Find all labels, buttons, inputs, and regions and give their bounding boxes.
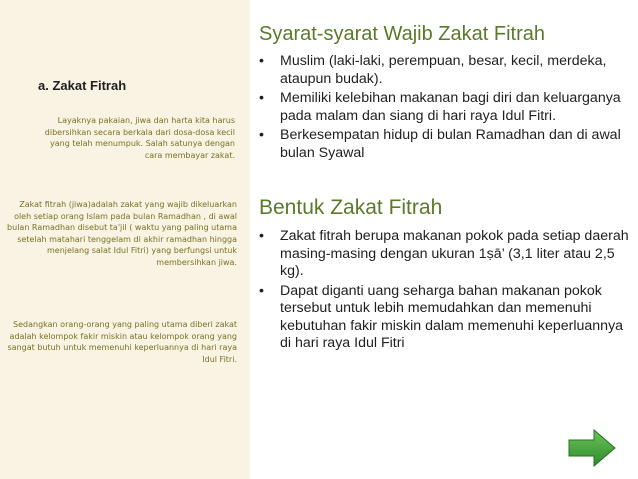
list-item-text: Berkesempatan hidup di bulan Ramadhan dan di awal bulan Syawal <box>280 127 621 161</box>
intro-paragraph: Layaknya pakaian, jiwa dan harta kita harus dibersihkan secara berkala dari dosa-dosa kecil yang telah menumpuk. Salah satunya dengan cara membayar zakat. <box>44 116 235 160</box>
bullet-icon: • <box>259 90 264 106</box>
bullet-icon: • <box>259 282 264 299</box>
list-item <box>259 228 629 281</box>
bullet-icon: • <box>259 53 264 69</box>
list-item <box>259 53 629 88</box>
next-slide-button[interactable] <box>567 428 617 468</box>
recipients-paragraph: Sedangkan orang-orang yang paling utama diberi zakat adalah kelompok fakir miskin atau kelompok orang yang sangat butuh untuk memenuhi keperluannya di hari raya Idul Fitri. <box>7 320 237 364</box>
list-item <box>259 90 629 125</box>
list-item-text: Memiliki kelebihan makanan bagi diri dan keluarganya pada malam dan siang di hari raya Idul Fitri. <box>280 90 621 124</box>
forms-list <box>259 228 629 355</box>
list-item <box>259 127 629 162</box>
bullet-icon: • <box>259 228 264 244</box>
requirements-list <box>259 53 629 164</box>
left-panel <box>0 0 250 479</box>
arrow-right-icon <box>567 428 617 468</box>
list-item-text: Zakat fitrah berupa makanan pokok pada setiap daerah masing-masing dengan ukuran 1ṣā’ (3,1 liter atau 2,5 kg). <box>280 228 629 279</box>
list-item-text: Dapat diganti uang seharga bahan makanan pokok tersebut untuk lebih memudahkan dan memenuhi kebutuhan fakir miskin dalam memenuhi keperluannya di hari raya Idul Fitri <box>280 282 624 351</box>
bullet-icon: • <box>259 127 264 143</box>
requirements-heading: Syarat-syarat Wajib Zakat Fitrah <box>259 23 546 45</box>
list-item-text: Muslim (laki-laki, perempuan, besar, kecil, merdeka, ataupun budak). <box>280 53 607 87</box>
definition-paragraph: Zakat fitrah (jiwa)adalah zakat yang wajib dikeluarkan oleh setiap orang Islam pada bulan Ramadhan , di awal bulan Ramadhan disebut ta'jil ( waktu yang paling utama setelah matahari tenggelam di akhir ramadhan hingga menjelang salat Idul Fitri) yang berfungsi untuk membersihkan jiwa. <box>7 200 237 267</box>
list-item <box>259 283 629 353</box>
section-title: a. Zakat Fitrah <box>38 78 127 93</box>
forms-heading: Bentuk Zakat Fitrah <box>259 196 443 219</box>
